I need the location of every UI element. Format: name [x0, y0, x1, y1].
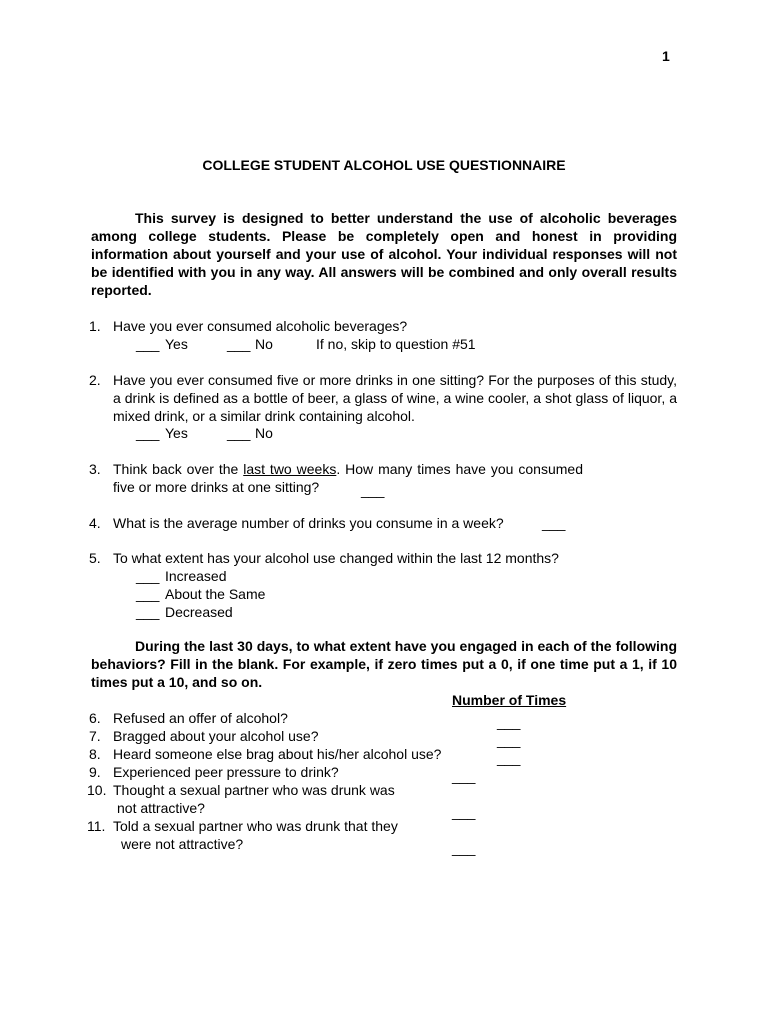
- behavior-number: 11.: [87, 818, 106, 834]
- behavior-text: Bragged about your alcohol use?: [113, 728, 319, 744]
- behavior-number: 7.: [89, 728, 101, 744]
- q1-no-label: No: [255, 336, 273, 352]
- q5-option-blank[interactable]: ___: [136, 586, 160, 602]
- q4-number: 4.: [89, 515, 101, 531]
- behavior-number: 10.: [87, 782, 107, 798]
- times-column-header: Number of Times: [452, 692, 567, 708]
- q5-number: 5.: [89, 550, 101, 566]
- q3-text: [113, 460, 583, 496]
- page-number: 1: [662, 48, 670, 64]
- behavior-number: 9.: [89, 764, 101, 780]
- behavior-text: Experienced peer pressure to drink?: [113, 764, 339, 780]
- q2-text: Have you ever consumed five or more drinks in one sitting? For the purposes of this study, a drink is defined as a bottle of beer, a glass of wine, a wine cooler, a shot glass of liquor, a mixed drink, or a similar drink containing alcohol.: [113, 372, 677, 424]
- behavior-text: Told a sexual partner who was drunk that they: [113, 818, 398, 834]
- q5-text: To what extent has your alcohol use changed within the last 12 months?: [113, 550, 559, 566]
- behavior-text-continued: not attractive?: [117, 800, 205, 816]
- q1-yes-label: Yes: [165, 336, 188, 352]
- q2-no-label: No: [255, 425, 273, 441]
- instructions-paragraph: During the last 30 days, to what extent have you engaged in each of the following behaviors? Fill in the blank. For example, if zero times put a 0, if one time put a 1, if 10 times put a 10, and so on.: [91, 638, 677, 690]
- behavior-answer-blank[interactable]: ___: [497, 732, 521, 748]
- q2-no-blank[interactable]: ___: [227, 425, 251, 441]
- q1-number: 1.: [89, 318, 101, 334]
- q1-yes-blank[interactable]: ___: [136, 336, 160, 352]
- q1-no-blank[interactable]: ___: [227, 336, 251, 352]
- q2-yes-label: Yes: [165, 425, 188, 441]
- behavior-number: 6.: [89, 710, 101, 726]
- q4-answer-blank[interactable]: ___: [542, 515, 566, 531]
- intro-paragraph: This survey is designed to better understand the use of alcoholic beverages among college students. Please be completely open and honest in providing information about yourself and your use of alcohol. Your individual responses will not be identified with you in any way. All answers will be combined and only overall results reported.: [91, 210, 677, 298]
- q5-option-blank[interactable]: ___: [136, 604, 160, 620]
- behavior-text: Thought a sexual partner who was drunk was: [113, 782, 395, 798]
- q3-number: 3.: [89, 461, 101, 477]
- q5-option-label: Decreased: [165, 604, 233, 620]
- behavior-text-continued: were not attractive?: [121, 836, 244, 852]
- q2-yes-blank[interactable]: ___: [136, 425, 160, 441]
- q2-number: 2.: [89, 372, 101, 388]
- page-title: COLLEGE STUDENT ALCOHOL USE QUESTIONNAIRE: [202, 157, 566, 173]
- q4-text: What is the average number of drinks you consume in a week?: [113, 515, 504, 531]
- behavior-text: Heard someone else brag about his/her alcohol use?: [113, 746, 442, 762]
- q3-text-end: . How many times have you consumed five or more drinks at one sitting?: [113, 461, 583, 495]
- q5-option-blank[interactable]: ___: [136, 568, 160, 584]
- q5-option-label: Increased: [165, 568, 227, 584]
- behavior-answer-blank[interactable]: ___: [497, 750, 521, 766]
- q3-underlined-phrase: last two weeks: [243, 461, 337, 477]
- behavior-answer-blank[interactable]: ___: [452, 768, 476, 784]
- behavior-answer-blank[interactable]: ___: [497, 714, 521, 730]
- q3-answer-blank[interactable]: ___: [361, 482, 385, 498]
- behavior-text: Refused an offer of alcohol?: [113, 710, 288, 726]
- q1-text: Have you ever consumed alcoholic beverages?: [113, 318, 408, 334]
- behavior-number: 8.: [89, 746, 101, 762]
- behavior-answer-blank[interactable]: ___: [452, 804, 476, 820]
- q3-text-start: Think back over the: [113, 461, 244, 477]
- behavior-answer-blank[interactable]: ___: [452, 840, 476, 856]
- q5-option-label: About the Same: [165, 586, 266, 602]
- q1-skip-note: If no, skip to question #51: [316, 336, 476, 352]
